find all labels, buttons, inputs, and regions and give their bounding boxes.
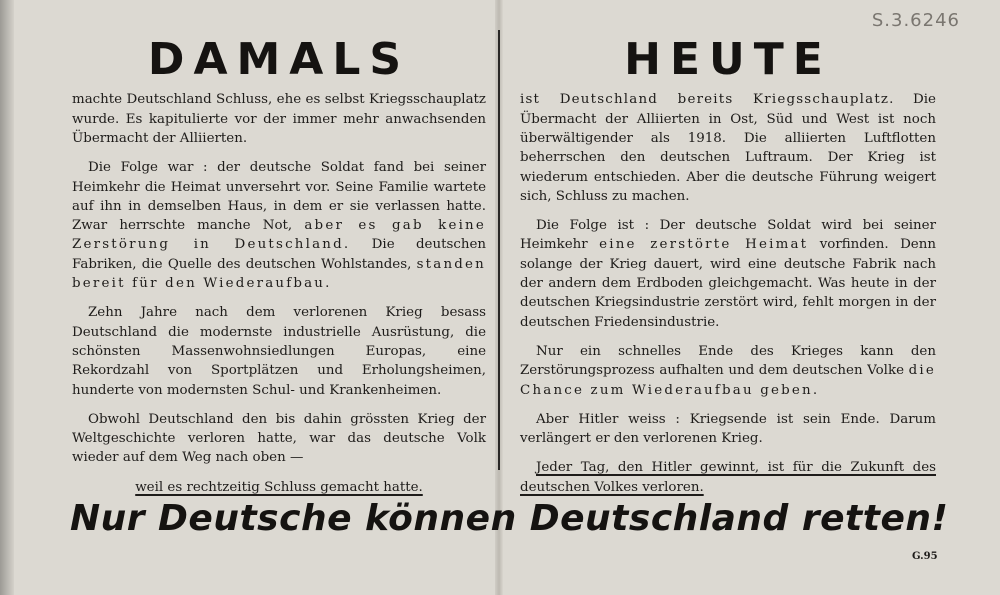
- right-closing-line: [520, 458, 936, 497]
- right-paragraph-3-spaced: die Chance zum Wiederaufbau geben.: [520, 363, 936, 398]
- left-paragraph-2-spaced: aber es gab keine Zerstörung in Deutschland.: [72, 218, 487, 253]
- right-column: [520, 0, 936, 507]
- left-column: [72, 0, 486, 507]
- right-paragraph-2: [520, 216, 936, 332]
- right-paragraph-4-text: Aber Hitler weiss : Kriegsende ist sein Ende. Darum verlängert er den verlorenen Krieg.: [520, 411, 936, 447]
- right-paragraph-3: [520, 342, 936, 400]
- left-paragraph-2-text: Die Folge war : der deutsche Soldat fand bei seiner Heimkehr die Heimat unversehrt vor. Seine Familie wartete auf ihn in demselben Haus, in dem er sie verlassen hatte. Zwar herrschte manche Not,: [72, 160, 486, 234]
- paper-edge: [0, 0, 14, 595]
- left-paragraph-3-text: Zehn Jahre nach dem verlorenen Krieg besass Deutschland die modernste industrielle Ausrüstung, die schönsten Massenwohnsiedlungen Europas, eine Rekordzahl von Sportplätzen und Erholungsheimen, hunderte von modernsten Schul- und Krankenheimen.: [72, 305, 486, 398]
- left-closing-line: [72, 478, 486, 497]
- slogan: Nur Deutsche können Deutschland retten!: [70, 498, 949, 539]
- left-closing-underlined: weil es rechtzeitig Schluss gemacht hatte.: [135, 479, 423, 495]
- left-paragraph-4: [72, 410, 486, 468]
- left-paragraph-3: [72, 303, 486, 399]
- right-paragraph-4: [520, 410, 936, 449]
- right-paragraph-1-spaced: ist Deutschland bereits Kriegsschauplatz.: [520, 92, 895, 108]
- right-paragraph-1: [520, 90, 936, 206]
- right-paragraph-2-spaced: eine zerstörte Heimat: [599, 237, 809, 253]
- right-closing-underlined: Jeder Tag, den Hitler gewinnt, ist für die Zukunft des deutschen Volkes verloren.: [520, 460, 936, 495]
- heading-heute: HEUTE: [624, 34, 832, 85]
- right-paragraph-2-text: Die Folge ist : Der deutsche Soldat wird bei seiner Heimkehr: [520, 218, 936, 253]
- right-paragraph-3-text: Nur ein schnelles Ende des Krieges kann den Zerstörungsprozess aufhalten und dem deutschen Volke: [520, 343, 936, 379]
- left-paragraph-2-spaced-b: standen bereit für den Wiederaufbau.: [72, 256, 486, 292]
- leaflet-code: G.95: [912, 551, 938, 562]
- left-paragraph-2: [72, 158, 486, 293]
- left-paragraph-4-text: Obwohl Deutschland den bis dahin grössten Krieg der Weltgeschichte verloren hatte, war das deutsche Volk wieder auf dem Weg nach oben —: [72, 411, 486, 466]
- heading-damals: DAMALS: [147, 34, 411, 85]
- archive-number: S.3.6246: [871, 10, 960, 31]
- right-paragraph-2-text-b: vorfinden. Denn solange der Krieg dauert, wird eine deutsche Fabrik nach der andern dem Erdboden gleichgemacht. Was heute in der deutschen Kriegsindustrie zerstört wird, fehlt morgen in der deutschen Friedensindustrie.: [520, 237, 936, 330]
- left-paragraph-2-text-b: Die deutschen Fabriken, die Quelle des deutschen Wohlstandes,: [72, 237, 486, 272]
- column-divider: [498, 30, 500, 470]
- right-paragraph-1-text: Die Übermacht der Alliierten in Ost, Süd und West ist noch überwältigender als 1918. Die alliierten Luftflotten beherrschen den deutschen Luftraum. Der Krieg ist wiederum entschieden. Aber die deutsche Führung weigert sich, Schluss zu machen.: [520, 92, 936, 204]
- left-paragraph-1: machte Deutschland Schluss, ehe es selbst Kriegsschauplatz wurde. Es kapitulierte vor der immer mehr anwachsenden Übermacht der Alliierten.: [72, 92, 486, 146]
